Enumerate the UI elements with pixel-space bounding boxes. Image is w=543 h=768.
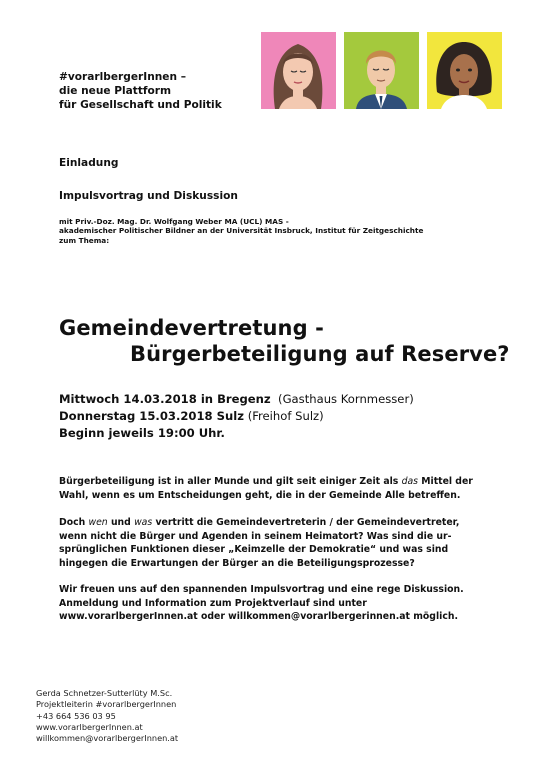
speaker-line-2: akademischer Politischer Bildner an der Universität Insbruck, Institut für Zeitgeschichte <box>59 226 424 236</box>
title-line-2: Bürgerbeteiligung auf Reserve? <box>130 342 510 366</box>
brand-line-3: für Gesellschaft und Politik <box>59 99 222 111</box>
event-dates <box>59 391 414 442</box>
platform-header <box>59 70 222 112</box>
event-start-time: Beginn jeweils 19:00 Uhr. <box>59 426 225 440</box>
invitation-subtitle: Impulsvortrag und Diskussion <box>59 190 238 202</box>
speaker-line-3: zum Thema: <box>59 235 110 245</box>
man-portrait-icon <box>344 32 419 109</box>
title-line-1: Gemeindevertretung - <box>59 316 324 340</box>
event-1-date: Mittwoch 14.03.2018 in Bregenz <box>59 392 271 406</box>
contact-block <box>36 688 178 744</box>
paragraph-3: Wir freuen uns auf den spannenden Impulsvortrag und eine rege Diskussion. Anmeldung und Information zum Projektverlauf sind unter www.vorarlbergerInnen.at oder willkommen@vorarlbergerinnen.at möglich. <box>59 584 464 623</box>
invitation-label: Einladung <box>59 157 119 169</box>
event-2-venue: (Freihof Sulz) <box>247 409 324 423</box>
woman-long-hair-icon <box>261 32 336 109</box>
paragraph-2: Doch wen und was vertritt die Gemeindevertreterin / der Gemeindevertreter, wenn nicht die Bürger und Agenden in seinem Heimatort? Was sind die ur- sprünglichen Funktionen dieser „Keimzelle der Demokratie“ und was sind hingegen die Erwartungen der Bürger an die Beteiligungsprozesse? <box>59 517 460 569</box>
contact-name: Gerda Schnetzer-Sutterlüty M.Sc. <box>36 688 173 698</box>
brand-line-2: die neue Plattform <box>59 85 172 97</box>
speaker-line-1: mit Priv.-Doz. Mag. Dr. Wolfgang Weber MA (UCL) MAS - <box>59 217 289 226</box>
speaker-info <box>59 217 423 245</box>
brand-line-1: #vorarlbergerInnen – <box>59 71 187 83</box>
contact-email: willkommen@vorarlbergerInnen.at <box>36 733 179 744</box>
event-2 <box>59 408 414 425</box>
event-2-date: Donnerstag 15.03.2018 Sulz <box>59 409 244 423</box>
event-1-venue: (Gasthaus Kornmesser) <box>278 392 414 406</box>
woman-curly-hair-icon <box>427 32 502 109</box>
event-1 <box>59 391 414 408</box>
contact-phone: +43 664 536 03 95 <box>36 710 116 721</box>
contact-website: www.vorarlbergerInnen.at <box>36 721 143 732</box>
contact-role: Projektleiterin #vorarlbergerInnen <box>36 699 177 710</box>
paragraph-1: Bürgerbeteiligung ist in aller Munde und gilt seit einiger Zeit als das Mittel der Wahl, wenn es um Entscheidungen geht, die in der Gemeinde Alle betreffen. <box>59 476 473 501</box>
